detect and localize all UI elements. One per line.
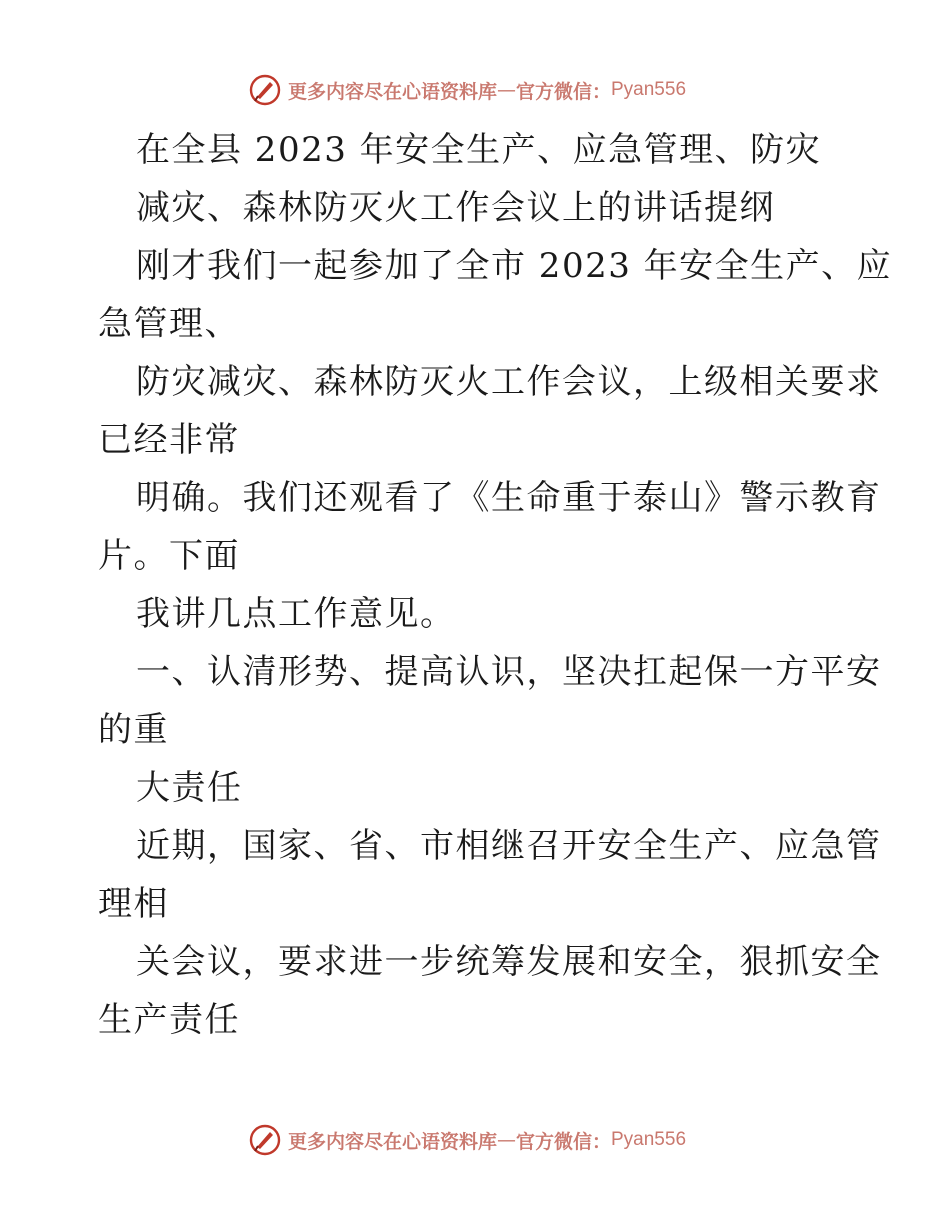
watermark-text: 更多内容尽在心语资料库 (287, 80, 497, 103)
paragraph-line: 刚才我们一起参加了全市 2023 年安全生产、应 (136, 246, 893, 286)
watermark-separator: — (496, 79, 516, 101)
title-line-1: 在全县 2023 年安全生产、应急管理、防灾 (136, 130, 822, 170)
title-line-2: 减灾、森林防灭火工作会议上的讲话提纲 (136, 188, 775, 228)
watermark-id: Pyan556 (611, 1129, 687, 1150)
watermark-separator: — (496, 1129, 516, 1151)
section-heading-line: 的重 (98, 710, 169, 750)
paragraph-line: 片。下面 (98, 536, 240, 576)
header-watermark (0, 70, 950, 110)
paragraph-line: 关会议，要求进一步统筹发展和安全，狠抓安全 (136, 942, 882, 982)
paragraph-line: 明确。我们还观看了《生命重于泰山》警示教育 (136, 478, 882, 518)
paragraph-line: 急管理、 (98, 304, 240, 344)
section-heading-line: 一、认清形势、提高认识，坚决扛起保一方平安 (136, 652, 882, 692)
quill-pen-logo-icon (248, 1123, 282, 1157)
watermark-id: Pyan556 (611, 79, 687, 100)
section-heading-line: 大责任 (136, 768, 243, 808)
watermark-text: 更多内容尽在心语资料库 (287, 1130, 497, 1153)
header-watermark-inner (248, 73, 686, 107)
paragraph-line: 我讲几点工作意见。 (136, 594, 456, 634)
watermark-contact: 官方微信： (515, 1130, 611, 1153)
footer-watermark-inner (248, 1123, 686, 1157)
footer-watermark (0, 1120, 950, 1160)
paragraph-line: 理相 (98, 884, 169, 924)
paragraph-line: 生产责任 (98, 1000, 240, 1040)
paragraph-line: 防灾减灾、森林防灭火工作会议，上级相关要求 (136, 362, 882, 402)
watermark-contact: 官方微信： (515, 80, 611, 103)
paragraph-line: 近期，国家、省、市相继召开安全生产、应急管 (136, 826, 882, 866)
quill-pen-logo-icon (248, 73, 282, 107)
paragraph-line: 已经非常 (98, 420, 240, 460)
